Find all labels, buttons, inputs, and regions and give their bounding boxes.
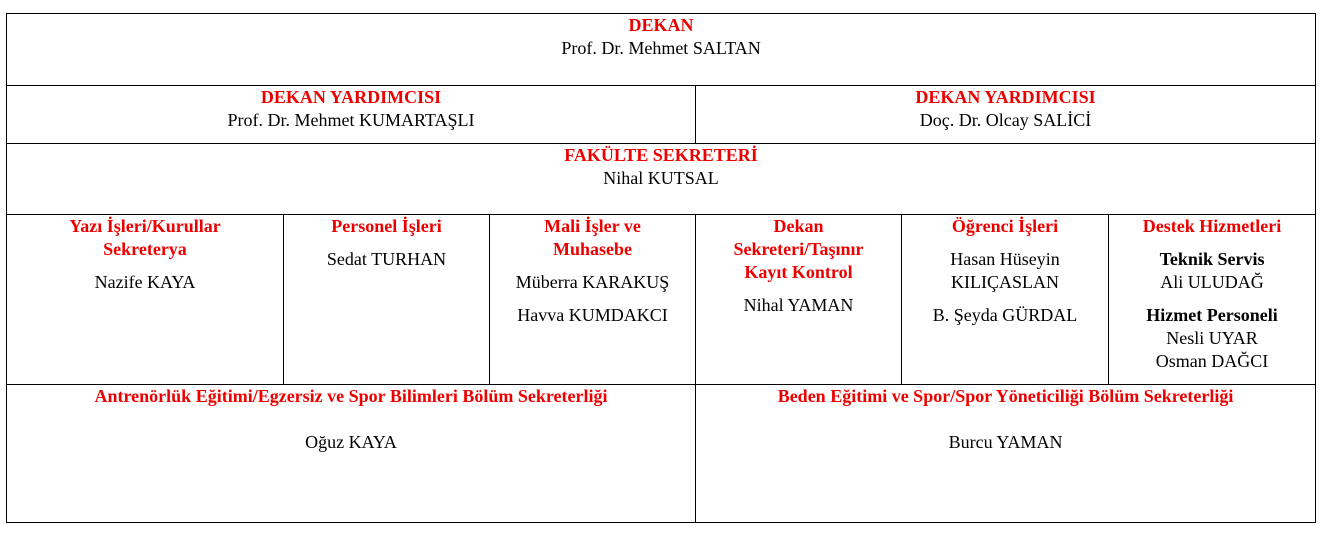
dekan-yardimcisi-1-title: DEKAN YARDIMCISI bbox=[260, 87, 442, 107]
dekan-title: DEKAN bbox=[628, 15, 694, 35]
mali-isler-name-2: Havva KUMDAKCI bbox=[517, 305, 668, 325]
ogrenci-isleri-cell bbox=[902, 215, 1109, 385]
fakulte-sekreteri-cell bbox=[7, 144, 1316, 215]
bolum-sekreterligi-1-name: Oğuz KAYA bbox=[305, 432, 397, 452]
ogrenci-isleri-name-2: B. Şeyda GÜRDAL bbox=[932, 305, 1078, 325]
fakulte-sekreteri-title: FAKÜLTE SEKRETERİ bbox=[564, 145, 758, 165]
teknik-servis-name: Ali ULUDAĞ bbox=[1160, 272, 1264, 292]
dekan-yardimcisi-2-cell bbox=[696, 86, 1316, 144]
personel-isleri-name: Sedat TURHAN bbox=[326, 249, 447, 269]
teknik-servis-title: Teknik Servis bbox=[1159, 249, 1265, 269]
ogrenci-isleri-title: Öğrenci İşleri bbox=[951, 216, 1059, 236]
mali-isler-name-1: Müberra KARAKUŞ bbox=[515, 272, 670, 292]
dekan-yardimcisi-1-cell bbox=[7, 86, 696, 144]
bolum-sekreterligi-1-title: Antrenörlük Eğitimi/Egzersiz ve Spor Bilimleri Bölüm Sekreterliği bbox=[94, 386, 608, 406]
bolum-sekreterligi-2-cell bbox=[696, 385, 1316, 523]
hizmet-personeli-name-2: Osman DAĞCI bbox=[1155, 351, 1269, 371]
bolum-sekreterligi-2-name: Burcu YAMAN bbox=[948, 432, 1063, 452]
dekan-yardimcisi-1-name: Prof. Dr. Mehmet KUMARTAŞLI bbox=[227, 110, 475, 130]
yazi-isleri-name: Nazife KAYA bbox=[94, 272, 196, 292]
dekan-name: Prof. Dr. Mehmet SALTAN bbox=[561, 38, 761, 58]
dekan-yardimcisi-2-title: DEKAN YARDIMCISI bbox=[915, 87, 1096, 107]
fakulte-sekreteri-name: Nihal KUTSAL bbox=[603, 168, 719, 188]
personel-isleri-title: Personel İşleri bbox=[331, 216, 442, 236]
bolum-sekreterligi-2-title: Beden Eğitimi ve Spor/Spor Yöneticiliği Bölüm Sekreterliği bbox=[777, 386, 1234, 406]
yazi-isleri-cell bbox=[7, 215, 284, 385]
org-chart-table bbox=[6, 13, 1316, 523]
dekan-yardimcisi-2-name: Doç. Dr. Olcay SALİCİ bbox=[919, 110, 1092, 130]
hizmet-personeli-name-1: Nesli UYAR bbox=[1166, 328, 1258, 348]
bolum-sekreterligi-1-cell bbox=[7, 385, 696, 523]
destek-hizmetleri-title: Destek Hizmetleri bbox=[1142, 216, 1282, 236]
hizmet-personeli-title: Hizmet Personeli bbox=[1146, 305, 1278, 325]
dekan-sekreteri-title: Dekan Sekreteri/Taşınır Kayıt Kontrol bbox=[733, 216, 864, 282]
mali-isler-title: Mali İşler ve Muhasebe bbox=[544, 216, 641, 259]
personel-isleri-cell bbox=[284, 215, 490, 385]
ogrenci-isleri-name-1: Hasan Hüseyin KILIÇASLAN bbox=[950, 249, 1060, 292]
mali-isler-cell bbox=[490, 215, 696, 385]
dekan-cell bbox=[7, 14, 1316, 86]
yazi-isleri-title: Yazı İşleri/Kurullar Sekreterya bbox=[69, 216, 221, 259]
dekan-sekreteri-name: Nihal YAMAN bbox=[743, 295, 854, 315]
dekan-sekreteri-cell bbox=[696, 215, 902, 385]
destek-hizmetleri-cell bbox=[1109, 215, 1316, 385]
